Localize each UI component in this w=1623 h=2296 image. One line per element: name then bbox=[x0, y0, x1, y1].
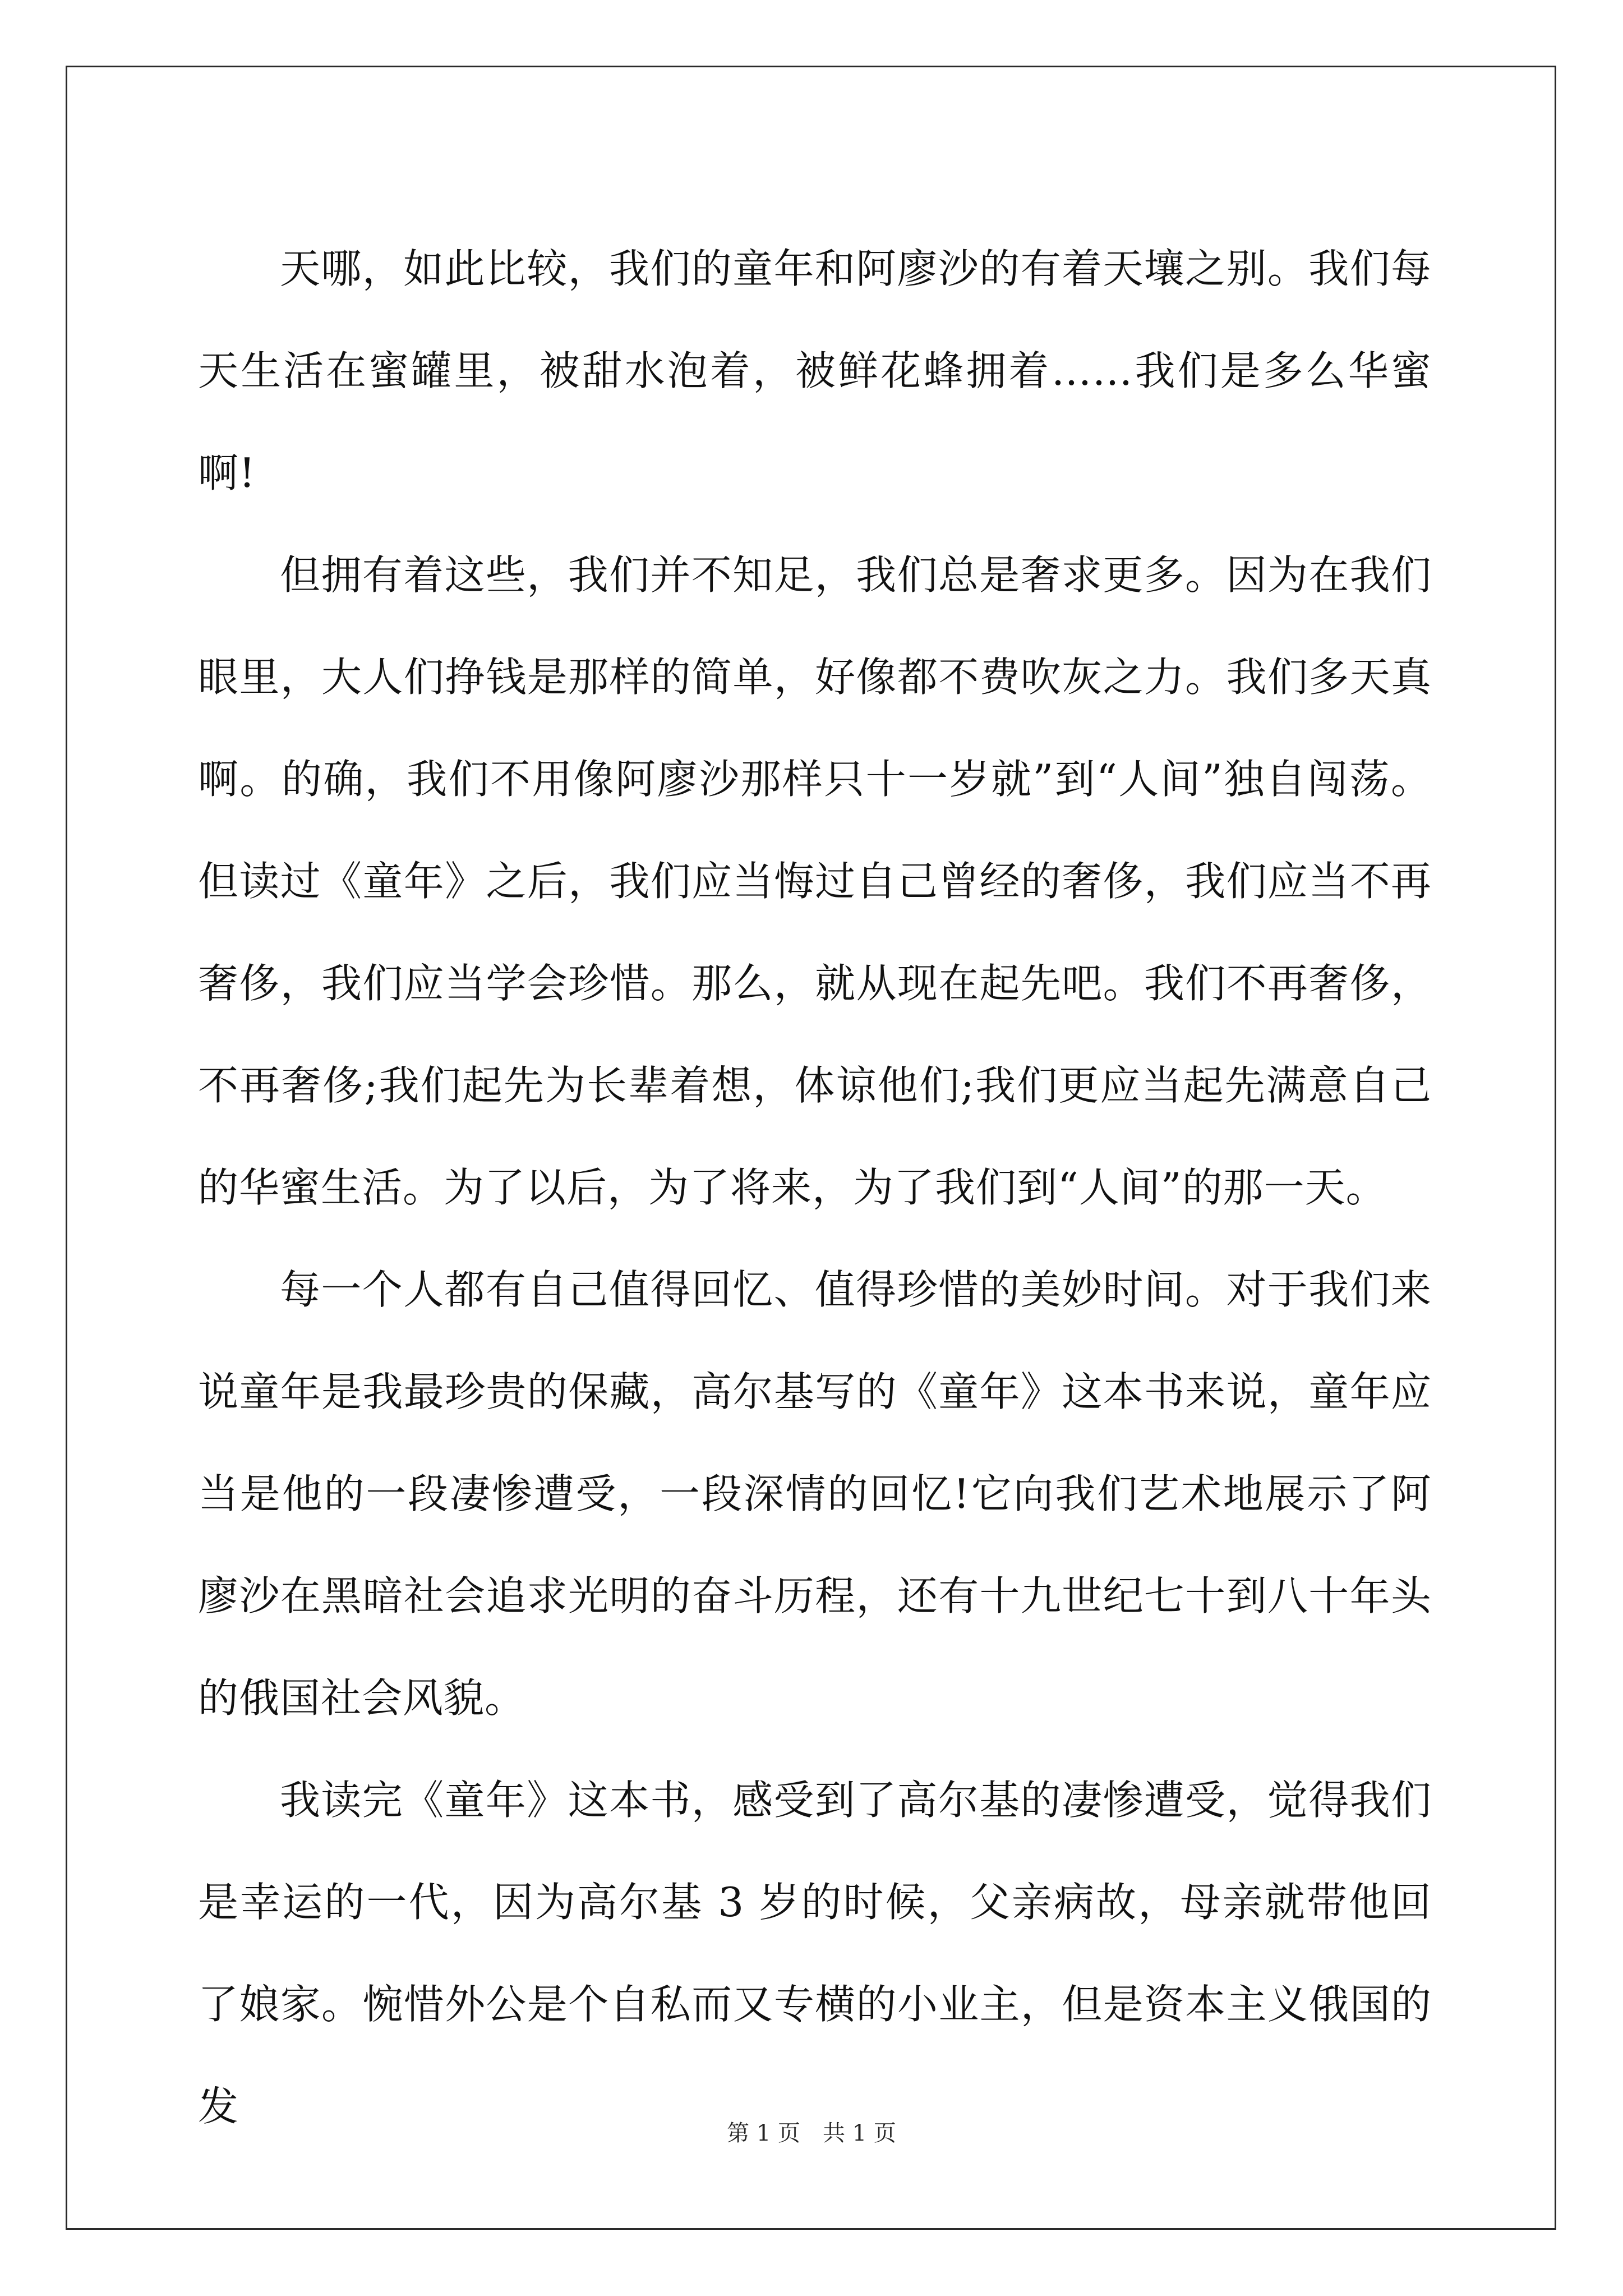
page-footer bbox=[0, 2118, 1623, 2149]
paragraph-1: 天哪，如此比较，我们的童年和阿廖沙的有着天壤之别。我们每天生活在蜜罐里，被甜水泡着，被鲜花蜂拥着……我们是多么华蜜啊! bbox=[198, 245, 1432, 496]
paragraph-3: 每一个人都有自己值得回忆、值得珍惜的美妙时间。对于我们来说童年是我最珍贵的保藏，高尔基写的《童年》这本书来说，童年应当是他的一段凄惨遭受，一段深情的回忆!它向我们艺术地展示了阿廖沙在黑暗社会追求光明的奋斗历程，还有十九世纪七十到八十年头的俄国社会风貌。 bbox=[198, 1266, 1432, 1722]
paragraph-2: 但拥有着这些，我们并不知足，我们总是奢求更多。因为在我们眼里，大人们挣钱是那样的简单，好像都不费吹灰之力。我们多天真啊。的确，我们不用像阿廖沙那样只十一岁就”到“人间”独自闯荡。但读过《童年》之后，我们应当悔过自己曾经的奢侈，我们应当不再奢侈，我们应当学会珍惜。那么，就从现在起先吧。我们不再奢侈，不再奢侈;我们起先为长辈着想，体谅他们;我们更应当起先满意自己的华蜜生活。为了以后，为了将来，为了我们到“人间”的那一天。 bbox=[198, 551, 1432, 1211]
page-number-total: 共 1 页 bbox=[823, 2120, 896, 2146]
document-body bbox=[198, 218, 1432, 2157]
page-number-current: 第 1 页 bbox=[727, 2120, 800, 2146]
paragraph-4: 我读完《童年》这本书，感受到了高尔基的凄惨遭受，觉得我们是幸运的一代，因为高尔基 3 岁的时候，父亲病故，母亲就带他回了娘家。惋惜外公是个自私而又专横的小业主，但是资本主义俄国的发 bbox=[198, 1777, 1432, 2130]
